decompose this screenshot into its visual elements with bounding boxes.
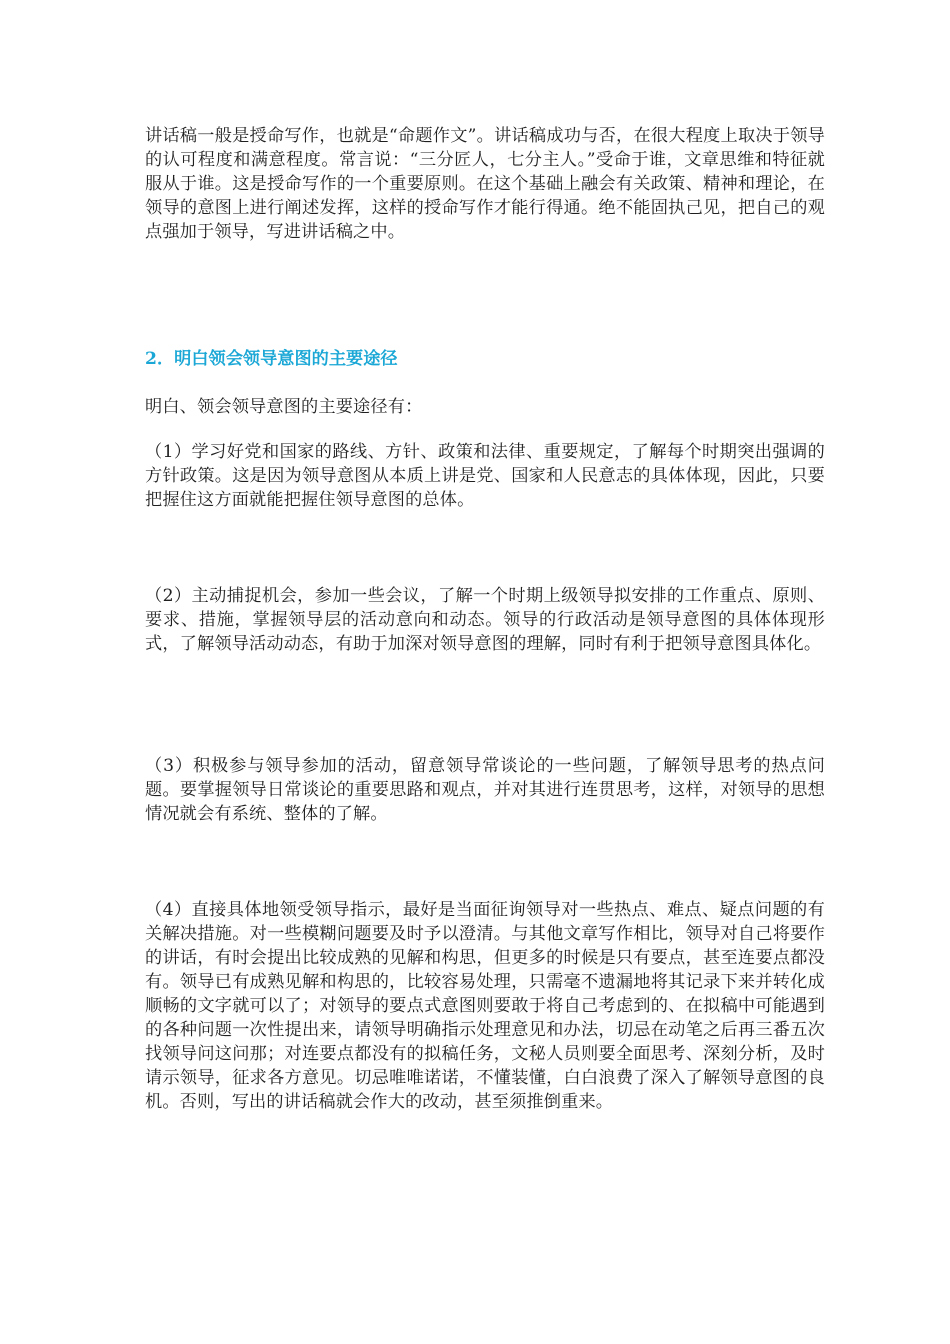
item-paragraph-1: （1）学习好党和国家的路线、方针、政策和法律、重要规定，了解每个时期突出强调的方针政策。这是因为领导意图从本质上讲是党、国家和人民意志的具体体现，因此，只要把握住这方面就能把握住领导意图的总体。 [145, 442, 825, 510]
item-paragraph-2: （2）主动捕捉机会，参加一些会议，了解一个时期上级领导拟安排的工作重点、原则、要求、措施，掌握领导层的活动意向和动态。领导的行政活动是领导意图的具体体现形式，了解领导活动动态，有助于加深对领导意图的理解，同时有利于把领导意图具体化。 [145, 586, 825, 654]
lead-paragraph: 明白、领会领导意图的主要途径有： [145, 397, 423, 417]
item-paragraph-3: （3）积极参与领导参加的活动，留意领导常谈论的一些问题，了解领导思考的热点问题。要掌握领导日常谈论的重要思路和观点，并对其进行连贯思考，这样，对领导的思想情况就会有系统、整体的了解。 [145, 756, 825, 824]
section-heading: 2．明白领会领导意图的主要途径 [145, 349, 398, 369]
item-paragraph-4: （4）直接具体地领受领导指示，最好是当面征询领导对一些热点、难点、疑点问题的有关解决措施。对一些模糊问题要及时予以澄清。与其他文章写作相比，领导对自己将要作的讲话，有时会提出比较成熟的见解和构思，但更多的时候是只有要点，甚至连要点都没有。领导已有成熟见解和构思的，比较容易处理，只需毫不遗漏地将其记录下来并转化成顺畅的文字就可以了；对领导的要点式意图则要敢于将自己考虑到的、在拟稿中可能遇到的各种问题一次性提出来，请领导明确指示处理意见和办法，切忌在动笔之后再三番五次找领导问这问那；对连要点都没有的拟稿任务，文秘人员则要全面思考、深刻分析，及时请示领导，征求各方意见。切忌唯唯诺诺，不懂装懂，白白浪费了深入了解领导意图的良机。否则，写出的讲话稿就会作大的改动，甚至须推倒重来。 [145, 900, 825, 1112]
intro-paragraph: 讲话稿一般是授命写作，也就是“命题作文”。讲话稿成功与否，在很大程度上取决于领导的认可程度和满意程度。常言说：“三分匠人，七分主人。”受命于谁，文章思维和特征就服从于谁。这是授命写作的一个重要原则。在这个基础上融会有关政策、精神和理论，在领导的意图上进行阐述发挥，这样的授命写作才能行得通。绝不能固执己见，把自己的观点强加于领导，写进讲话稿之中。 [145, 126, 825, 242]
